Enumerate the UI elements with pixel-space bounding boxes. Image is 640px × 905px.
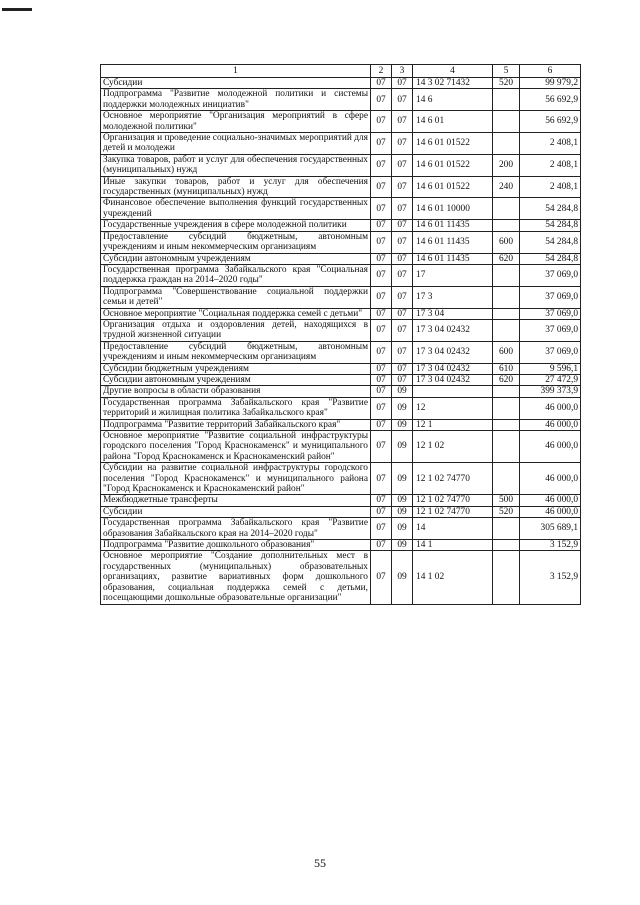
row-name-cell: Основное мероприятие "Развитие социальной инфраструктуры городского поселения "Город Краснокаменск" и муниципального района "Город Краснокаменск и Краснокаменский район": [101, 431, 371, 463]
table-row: [101, 551, 581, 604]
target-code-cell: 14 6 01 11435: [413, 253, 493, 264]
row-name-cell: Подпрограмма "Развитие территорий Забайкальского края": [101, 419, 371, 430]
expense-type-cell: [493, 286, 520, 308]
target-code-cell: 14 6 01 11435: [413, 220, 493, 231]
header-cell: 6: [520, 65, 581, 78]
target-code-cell: 14 6 01 11435: [413, 231, 493, 253]
row-name-cell: Государственная программа Забайкальского края "Социальная поддержка граждан на 2014–2020 годы": [101, 264, 371, 286]
amount-cell: 99 979,2: [520, 78, 581, 89]
subsection-code-cell: 07: [392, 78, 413, 89]
row-name-cell: Иные закупки товаров, работ и услуг для обеспечения государственных (муниципальных) нужд: [101, 176, 371, 198]
expense-type-cell: [493, 308, 520, 319]
amount-cell: 37 069,0: [520, 286, 581, 308]
subsection-code-cell: 09: [392, 419, 413, 430]
header-cell: 3: [392, 65, 413, 78]
target-code-cell: 14 6 01 10000: [413, 198, 493, 220]
expense-type-cell: [493, 551, 520, 604]
subsection-code-cell: 07: [392, 286, 413, 308]
amount-cell: 54 284,8: [520, 198, 581, 220]
section-code-cell: 07: [371, 341, 392, 363]
subsection-code-cell: 07: [392, 176, 413, 198]
expense-type-cell: 620: [493, 253, 520, 264]
expense-type-cell: 600: [493, 341, 520, 363]
row-name-cell: Субсидии бюджетным учреждениям: [101, 363, 371, 374]
expense-type-cell: 520: [493, 506, 520, 517]
row-name-cell: Подпрограмма "Развитие молодежной политики и системы поддержки молодежных инициатив": [101, 89, 371, 111]
target-code-cell: 14 6 01 01522: [413, 176, 493, 198]
subsection-code-cell: 09: [392, 463, 413, 495]
amount-cell: 54 284,8: [520, 253, 581, 264]
subsection-code-cell: 07: [392, 154, 413, 176]
table-row: [101, 89, 581, 111]
table-row: [101, 231, 581, 253]
table-row: [101, 198, 581, 220]
expense-type-cell: [493, 111, 520, 133]
subsection-code-cell: 07: [392, 341, 413, 363]
subsection-code-cell: 09: [392, 397, 413, 419]
target-code-cell: 14 6 01 01522: [413, 133, 493, 155]
section-code-cell: 07: [371, 518, 392, 540]
amount-cell: 46 000,0: [520, 495, 581, 506]
row-name-cell: Субсидии автономным учреждениям: [101, 253, 371, 264]
budget-table-page: [100, 64, 580, 605]
section-code-cell: 07: [371, 133, 392, 155]
section-code-cell: 07: [371, 253, 392, 264]
expense-type-cell: [493, 386, 520, 397]
subsection-code-cell: 09: [392, 431, 413, 463]
expense-type-cell: 240: [493, 176, 520, 198]
expense-type-cell: [493, 133, 520, 155]
section-code-cell: 07: [371, 319, 392, 341]
target-code-cell: 14: [413, 518, 493, 540]
section-code-cell: 07: [371, 374, 392, 385]
table-row: [101, 419, 581, 430]
table-header-row: [101, 65, 581, 78]
subsection-code-cell: 07: [392, 253, 413, 264]
subsection-code-cell: 07: [392, 264, 413, 286]
table-row: [101, 363, 581, 374]
subsection-code-cell: 09: [392, 551, 413, 604]
expense-type-cell: [493, 198, 520, 220]
expense-type-cell: 200: [493, 154, 520, 176]
table-row: [101, 308, 581, 319]
expense-type-cell: [493, 319, 520, 341]
table-row: [101, 386, 581, 397]
target-code-cell: 17 3 04 02432: [413, 363, 493, 374]
section-code-cell: 07: [371, 231, 392, 253]
row-name-cell: Субсидии автономным учреждениям: [101, 374, 371, 385]
target-code-cell: 14 6 01: [413, 111, 493, 133]
section-code-cell: 07: [371, 540, 392, 551]
section-code-cell: 07: [371, 463, 392, 495]
section-code-cell: 07: [371, 363, 392, 374]
expense-type-cell: 600: [493, 231, 520, 253]
amount-cell: 37 069,0: [520, 264, 581, 286]
row-name-cell: Основное мероприятие "Организация мероприятий в сфере молодежной политики": [101, 111, 371, 133]
expense-type-cell: 500: [493, 495, 520, 506]
subsection-code-cell: 09: [392, 506, 413, 517]
section-code-cell: 07: [371, 397, 392, 419]
subsection-code-cell: 07: [392, 363, 413, 374]
row-name-cell: Субсидии на развитие социальной инфраструктуры городского поселения "Город Краснокаменск" и муниципального района "Город Краснокаменск и Краснокаменский район": [101, 463, 371, 495]
expense-type-cell: [493, 89, 520, 111]
target-code-cell: 17 3 04 02432: [413, 374, 493, 385]
subsection-code-cell: 09: [392, 495, 413, 506]
expense-type-cell: [493, 540, 520, 551]
scan-mark: [2, 8, 32, 11]
amount-cell: 305 689,1: [520, 518, 581, 540]
expense-type-cell: 520: [493, 78, 520, 89]
row-name-cell: Подпрограмма "Развитие дошкольного образования": [101, 540, 371, 551]
subsection-code-cell: 07: [392, 133, 413, 155]
table-row: [101, 286, 581, 308]
target-code-cell: 12 1 02 74770: [413, 506, 493, 517]
target-code-cell: 17 3: [413, 286, 493, 308]
amount-cell: 56 692,9: [520, 89, 581, 111]
amount-cell: 46 000,0: [520, 463, 581, 495]
target-code-cell: 17: [413, 264, 493, 286]
row-name-cell: Закупка товаров, работ и услуг для обеспечения государственных (муниципальных) нужд: [101, 154, 371, 176]
table-row: [101, 154, 581, 176]
amount-cell: 54 284,8: [520, 220, 581, 231]
section-code-cell: 07: [371, 89, 392, 111]
row-name-cell: Государственная программа Забайкальского края "Развитие территорий и жилищная политика Забайкальского края": [101, 397, 371, 419]
section-code-cell: 07: [371, 286, 392, 308]
section-code-cell: 07: [371, 154, 392, 176]
table-row: [101, 463, 581, 495]
subsection-code-cell: 07: [392, 111, 413, 133]
table-body: [101, 78, 581, 605]
row-name-cell: Государственная программа Забайкальского края "Развитие образования Забайкальского края на 2014–2020 годы": [101, 518, 371, 540]
row-name-cell: Субсидии: [101, 506, 371, 517]
target-code-cell: 17 3 04: [413, 308, 493, 319]
section-code-cell: 07: [371, 386, 392, 397]
amount-cell: 2 408,1: [520, 176, 581, 198]
target-code-cell: 14 1 02: [413, 551, 493, 604]
table-row: [101, 495, 581, 506]
section-code-cell: 07: [371, 176, 392, 198]
section-code-cell: 07: [371, 78, 392, 89]
row-name-cell: Организация отдыха и оздоровления детей, находящихся в трудной жизненной ситуации: [101, 319, 371, 341]
subsection-code-cell: 07: [392, 220, 413, 231]
amount-cell: 56 692,9: [520, 111, 581, 133]
target-code-cell: 12: [413, 397, 493, 419]
subsection-code-cell: 09: [392, 386, 413, 397]
expense-type-cell: [493, 397, 520, 419]
row-name-cell: Основное мероприятие "Социальная поддержка семей с детьми": [101, 308, 371, 319]
header-cell: 4: [413, 65, 493, 78]
amount-cell: 37 069,0: [520, 341, 581, 363]
section-code-cell: 07: [371, 264, 392, 286]
target-code-cell: 14 3 02 71432: [413, 78, 493, 89]
amount-cell: 3 152,9: [520, 540, 581, 551]
amount-cell: 54 284,8: [520, 231, 581, 253]
table-row: [101, 78, 581, 89]
amount-cell: 46 000,0: [520, 506, 581, 517]
table-row: [101, 176, 581, 198]
target-code-cell: 14 1: [413, 540, 493, 551]
expense-type-cell: [493, 431, 520, 463]
section-code-cell: 07: [371, 495, 392, 506]
subsection-code-cell: 09: [392, 540, 413, 551]
target-code-cell: 12 1 02: [413, 431, 493, 463]
table-row: [101, 518, 581, 540]
amount-cell: 9 596,1: [520, 363, 581, 374]
section-code-cell: 07: [371, 506, 392, 517]
row-name-cell: Предоставление субсидий бюджетным, автономным учреждениям и иным некоммерческим организациям: [101, 231, 371, 253]
subsection-code-cell: 07: [392, 374, 413, 385]
amount-cell: 27 472,9: [520, 374, 581, 385]
expense-type-cell: 610: [493, 363, 520, 374]
table-row: [101, 506, 581, 517]
table-row: [101, 540, 581, 551]
target-code-cell: 17 3 04 02432: [413, 319, 493, 341]
amount-cell: 37 069,0: [520, 319, 581, 341]
expense-type-cell: [493, 463, 520, 495]
target-code-cell: 14 6 01 01522: [413, 154, 493, 176]
expense-type-cell: [493, 220, 520, 231]
target-code-cell: 12 1 02 74770: [413, 495, 493, 506]
table-row: [101, 264, 581, 286]
table-row: [101, 133, 581, 155]
section-code-cell: 07: [371, 551, 392, 604]
target-code-cell: 17 3 04 02432: [413, 341, 493, 363]
row-name-cell: Другие вопросы в области образования: [101, 386, 371, 397]
row-name-cell: Финансовое обеспечение выполнения функций государственных учреждений: [101, 198, 371, 220]
table-row: [101, 431, 581, 463]
table-row: [101, 253, 581, 264]
header-cell: 2: [371, 65, 392, 78]
table-row: [101, 319, 581, 341]
expense-type-cell: 620: [493, 374, 520, 385]
section-code-cell: 07: [371, 220, 392, 231]
amount-cell: 46 000,0: [520, 397, 581, 419]
subsection-code-cell: 07: [392, 231, 413, 253]
subsection-code-cell: 07: [392, 319, 413, 341]
row-name-cell: Основное мероприятие "Создание дополнительных мест в государственных (муниципальных) образовательных организациях, развитие вариативных форм дошкольного образования, социальная поддержка семей с детьми, посещающими дошкольные образовательные организации": [101, 551, 371, 604]
table-row: [101, 397, 581, 419]
row-name-cell: Предоставление субсидий бюджетным, автономным учреждениям и иным некоммерческим организациям: [101, 341, 371, 363]
budget-table: [100, 64, 581, 605]
amount-cell: 2 408,1: [520, 133, 581, 155]
table-row: [101, 220, 581, 231]
table-row: [101, 341, 581, 363]
row-name-cell: Межбюджетные трансферты: [101, 495, 371, 506]
section-code-cell: 07: [371, 419, 392, 430]
page-number: 55: [314, 856, 326, 870]
row-name-cell: Государственные учреждения в сфере молодежной политики: [101, 220, 371, 231]
table-row: [101, 111, 581, 133]
row-name-cell: Субсидии: [101, 78, 371, 89]
target-code-cell: 14 6: [413, 89, 493, 111]
amount-cell: 399 373,9: [520, 386, 581, 397]
subsection-code-cell: 07: [392, 198, 413, 220]
subsection-code-cell: 09: [392, 518, 413, 540]
section-code-cell: 07: [371, 431, 392, 463]
expense-type-cell: [493, 518, 520, 540]
amount-cell: 2 408,1: [520, 154, 581, 176]
row-name-cell: Подпрограмма "Совершенствование социальной поддержки семьи и детей": [101, 286, 371, 308]
row-name-cell: Организация и проведение социально-значимых мероприятий для детей и молодежи: [101, 133, 371, 155]
section-code-cell: 07: [371, 308, 392, 319]
amount-cell: 3 152,9: [520, 551, 581, 604]
section-code-cell: 07: [371, 198, 392, 220]
expense-type-cell: [493, 419, 520, 430]
target-code-cell: [413, 386, 493, 397]
subsection-code-cell: 07: [392, 308, 413, 319]
section-code-cell: 07: [371, 111, 392, 133]
subsection-code-cell: 07: [392, 89, 413, 111]
table-row: [101, 374, 581, 385]
expense-type-cell: [493, 264, 520, 286]
target-code-cell: 12 1 02 74770: [413, 463, 493, 495]
amount-cell: 37 069,0: [520, 308, 581, 319]
amount-cell: 46 000,0: [520, 431, 581, 463]
header-cell: 5: [493, 65, 520, 78]
header-cell: 1: [101, 65, 371, 78]
amount-cell: 46 000,0: [520, 419, 581, 430]
target-code-cell: 12 1: [413, 419, 493, 430]
